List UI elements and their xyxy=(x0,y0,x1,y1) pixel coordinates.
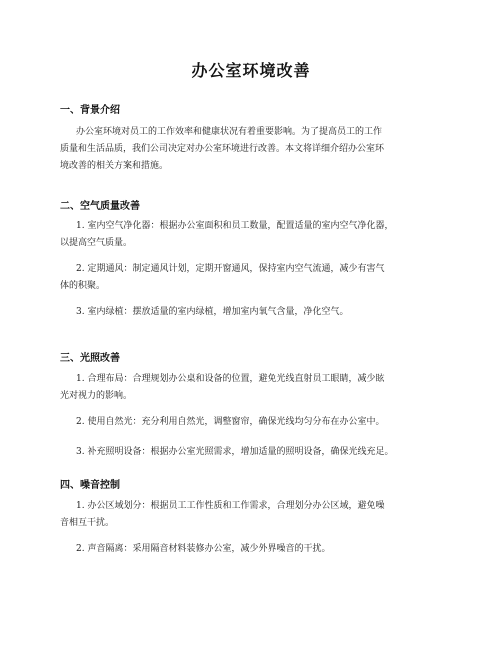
paragraph-ventilation xyxy=(60,261,450,295)
text-line: 光对视力的影响。 xyxy=(60,391,133,401)
paragraph-indoor-plants xyxy=(60,304,450,321)
text-line: 1. 室内空气净化器：根据办公室面积和员工数量，配置适量的室内空气净化器， xyxy=(76,221,394,231)
text-line: 1. 办公区域划分：根据员工工作性质和工作需求，合理划分办公区域，避免噪 xyxy=(76,501,385,511)
text-line: 境改善的相关方案和措施。 xyxy=(60,161,169,171)
text-line: 2. 声音隔离：采用隔音材料装修办公室，减少外界噪音的干扰。 xyxy=(76,544,331,554)
text-line: 体的积聚。 xyxy=(60,281,106,291)
text-line: 音相互干扰。 xyxy=(60,518,115,528)
paragraph-background xyxy=(60,124,450,175)
text-line: 办公室环境对员工的工作效率和健康状况有着重要影响。为了提高员工的工作 xyxy=(76,127,383,137)
text-line: 以提高空气质量。 xyxy=(60,238,133,248)
text-line: 1. 合理布局：合理规划办公桌和设备的位置，避免光线直射员工眼睛，减少眩 xyxy=(76,374,385,384)
section-heading-noise: 四、噪音控制 xyxy=(60,480,120,491)
text-line: 2. 定期通风：制定通风计划，定期开窗通风，保持室内空气流通，减少有害气 xyxy=(76,264,385,274)
paragraph-layout xyxy=(60,371,450,405)
text-line: 质量和生活品质，我们公司决定对办公室环境进行改善。本文将详细介绍办公室环 xyxy=(60,144,385,154)
paragraph-lighting-equipment xyxy=(60,444,450,461)
text-line: 3. 室内绿植：摆放适量的室内绿植，增加室内氧气含量，净化空气。 xyxy=(76,307,349,317)
section-heading-lighting: 三、光照改善 xyxy=(60,353,120,364)
paragraph-zoning xyxy=(60,498,450,532)
paragraph-sound-insulation xyxy=(60,541,450,558)
section-heading-air-quality: 二、空气质量改善 xyxy=(60,201,140,212)
document-title: 办公室环境改善 xyxy=(191,61,311,80)
text-line: 3. 补充照明设备：根据办公室光照需求，增加适量的照明设备，确保光线充足。 xyxy=(76,447,394,457)
paragraph-natural-light xyxy=(60,414,450,431)
section-heading-background: 一、背景介绍 xyxy=(60,105,120,116)
paragraph-air-purifier xyxy=(60,218,450,252)
text-line: 2. 使用自然光：充分利用自然光，调整窗帘，确保光线均匀分布在办公室中。 xyxy=(76,417,385,427)
